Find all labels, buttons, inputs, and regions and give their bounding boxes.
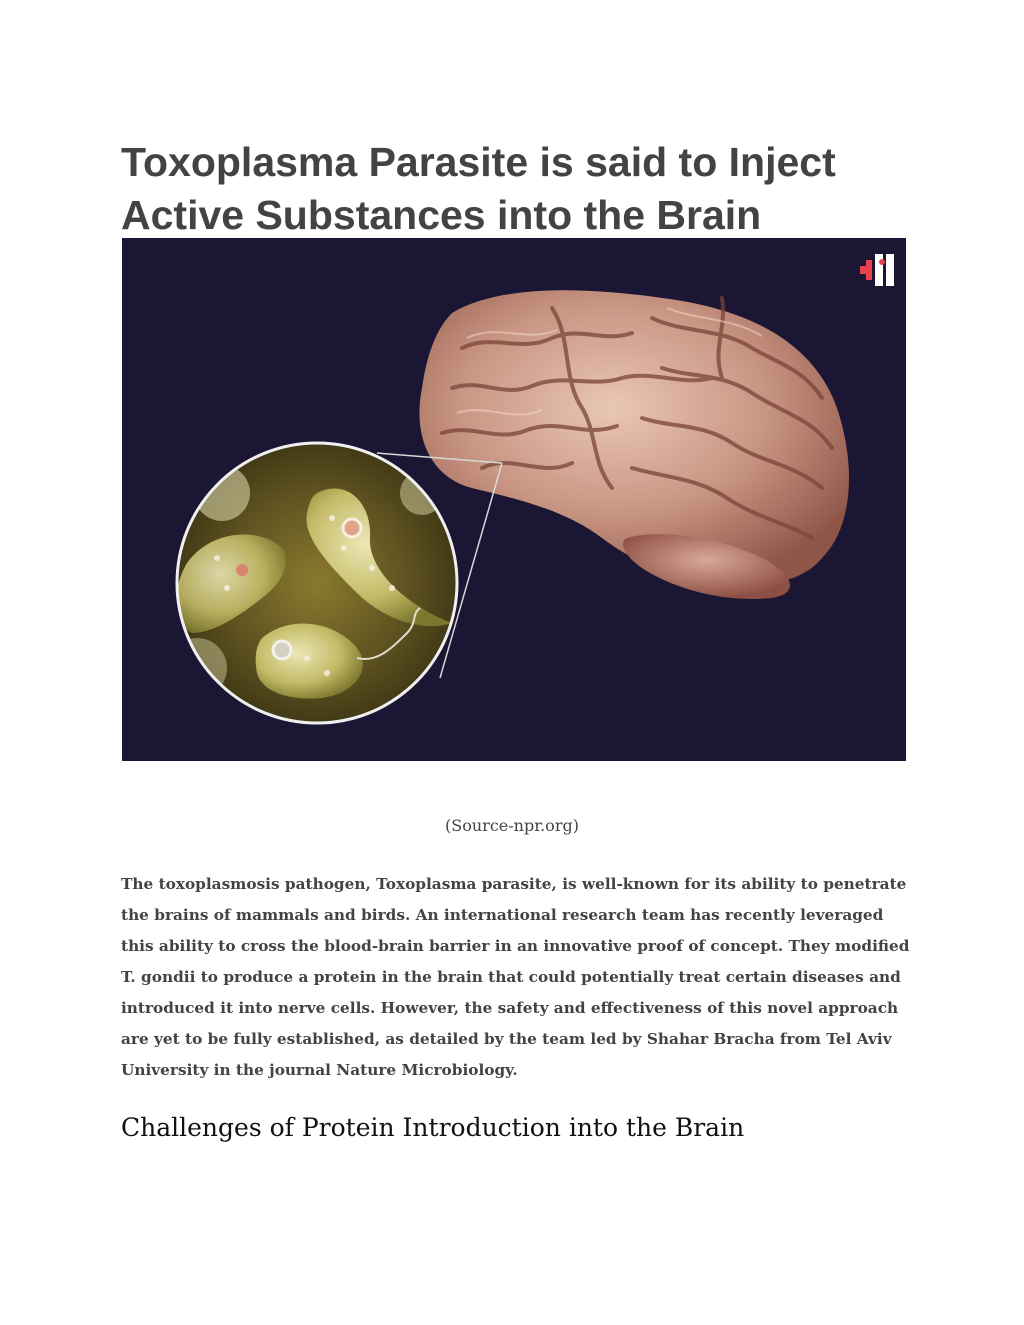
image-caption: (Source-npr.org) xyxy=(445,816,579,835)
h-logo-icon xyxy=(860,254,894,286)
section-heading: Challenges of Protein Introduction into the Brain xyxy=(121,1113,745,1142)
magnified-parasite-lens xyxy=(167,443,457,723)
brain-illustration xyxy=(419,290,849,599)
article-title: Toxoplasma Parasite is said to Inject Active Substances into the Brain xyxy=(121,139,836,238)
article-paragraph: The toxoplasmosis pathogen, Toxoplasma parasite, is well-known for its ability to penetrate the brains of mammals and birds. An international research team has recently leveraged this ability to cross the blood-brain barrier in an innovative proof of concept. They modified T. gondii to produce a protein in the brain that could potentially treat certain diseases and introduced it into nerve cells. However, the safety and effectiveness of this novel approach are yet to be fully established, as detailed by the team led by Shahar Bracha from Tel Aviv University in the journal Nature Microbiology. xyxy=(121,875,910,1079)
article-illustration xyxy=(122,238,906,761)
